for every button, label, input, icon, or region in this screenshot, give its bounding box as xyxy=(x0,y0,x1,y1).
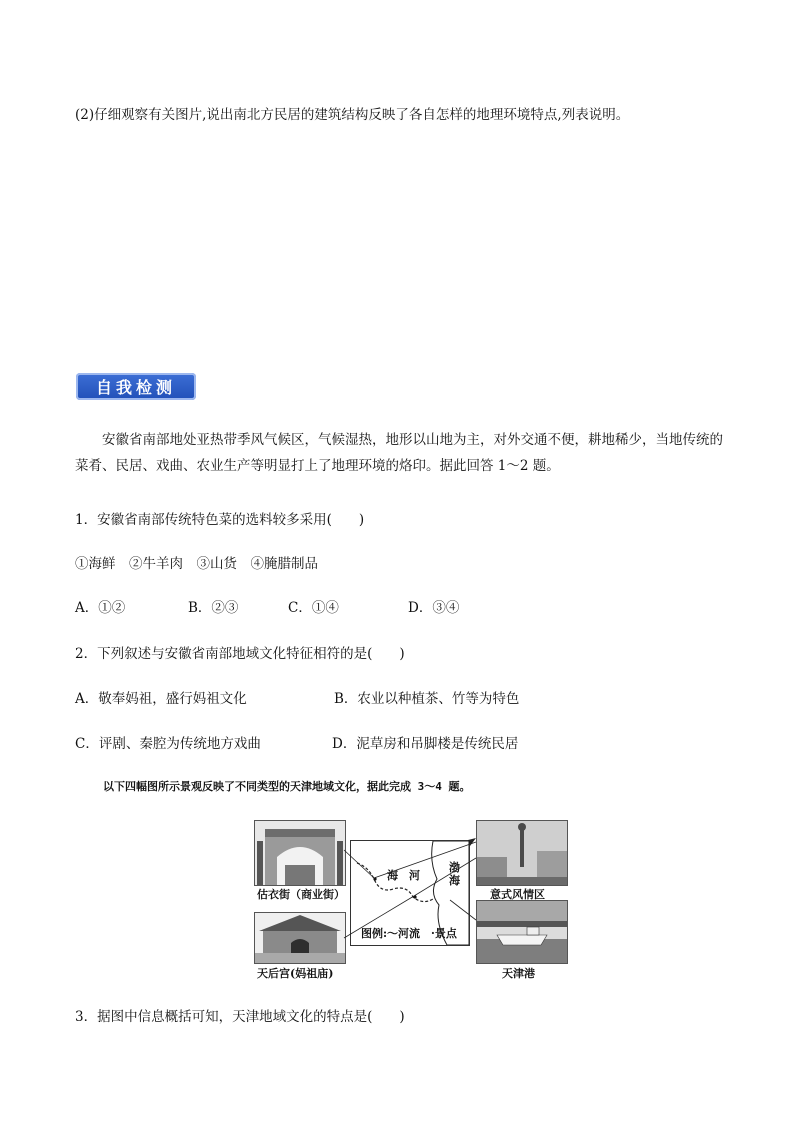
q2-option-b[interactable]: B．农业以种植茶、竹等为特色 xyxy=(334,691,520,707)
q2-option-d[interactable]: D．泥草房和吊脚楼是传统民居 xyxy=(332,736,519,752)
q1-items: ①海鲜 ②牛羊肉 ③山货 ④腌腊制品 xyxy=(75,556,318,572)
photo-tianjingang xyxy=(476,900,568,964)
q1-option-c[interactable]: C．①④ xyxy=(288,600,339,616)
q2-option-c[interactable]: C．评剧、秦腔为传统地方戏曲 xyxy=(75,736,261,752)
passage-text: 安徽省南部地处亚热带季风气候区，气候湿热，地形以山地为主，对外交通不便，耕地稀少，当地传统的菜肴、民居、戏曲、农业生产等明显打上了地理环境的烙印。据此回答 1～2 题。 xyxy=(75,432,723,474)
question-2-text: (2)仔细观察有关图片,说出南北方民居的建筑结构反映了各自怎样的地理环境特点,列表说明。 xyxy=(75,107,630,123)
section-banner: 自我检测 xyxy=(76,373,196,400)
q1-option-a[interactable]: A．①② xyxy=(75,600,126,616)
q3-stem: 3．据图中信息概括可知，天津地域文化的特点是( ) xyxy=(75,1009,405,1025)
q1-option-d[interactable]: D．③④ xyxy=(408,600,460,616)
q1-stem: 1．安徽省南部传统特色菜的选料较多采用( ) xyxy=(75,512,365,528)
intro-q3-4: 以下四幅图所示景观反映了不同类型的天津地域文化，据此完成 3～4 题。 xyxy=(103,780,471,793)
caption-tianjingang: 天津港 xyxy=(502,967,535,980)
label-bohai: 渤海 xyxy=(449,861,460,887)
tianjin-figure xyxy=(254,820,568,980)
q1-options xyxy=(0,596,794,616)
caption-guyijie: 估衣街（商业街） xyxy=(257,888,345,901)
q2-stem: 2．下列叙述与安徽省南部地域文化特征相符的是( ) xyxy=(75,646,405,662)
map-legend: 图例:〜河流 ·景点 xyxy=(361,927,457,940)
caption-yishi: 意式风情区 xyxy=(490,888,545,901)
label-haihe: 海 河 xyxy=(387,869,420,882)
caption-tianhougong: 天后宫(妈祖庙) xyxy=(257,967,334,980)
photo-yishi xyxy=(476,820,568,886)
q2-option-a[interactable]: A．敬奉妈祖，盛行妈祖文化 xyxy=(75,691,247,707)
q1-option-b[interactable]: B．②③ xyxy=(188,600,239,616)
